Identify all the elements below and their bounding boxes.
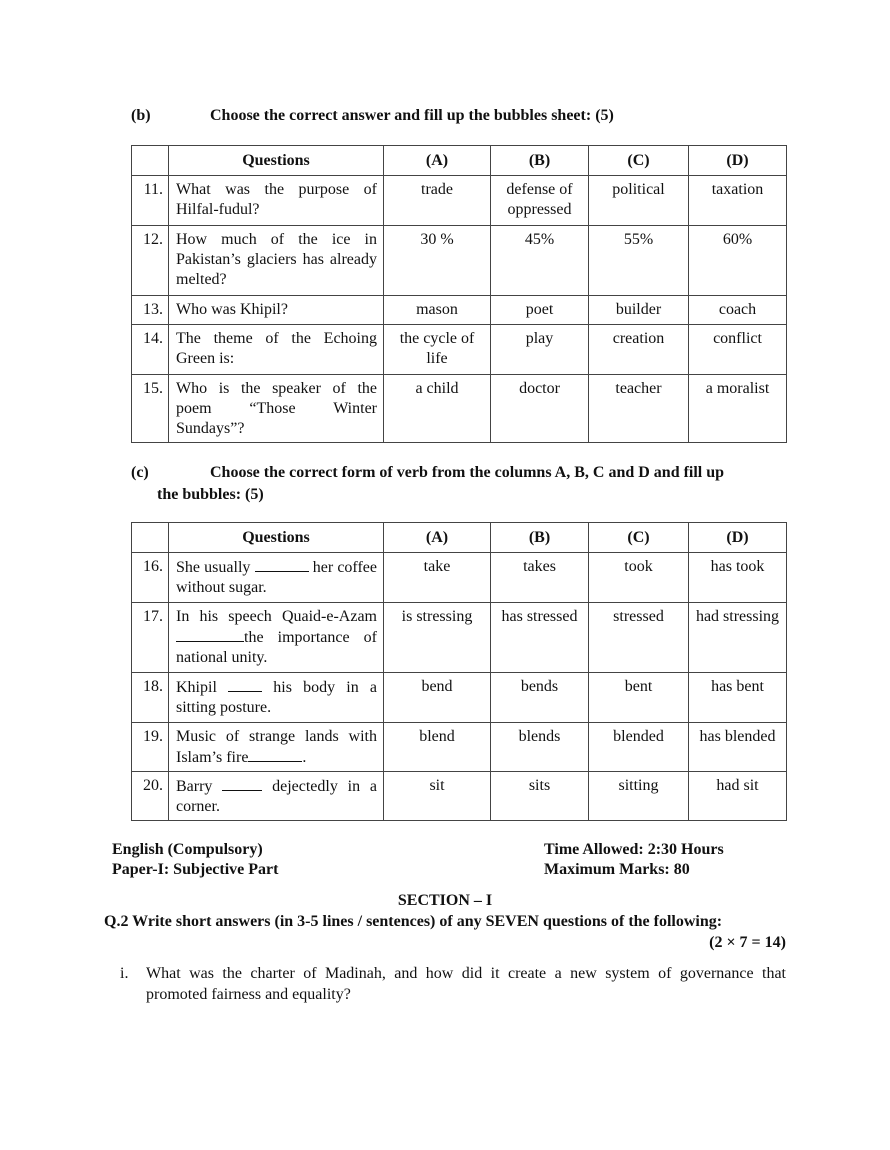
- option-b: has stressed: [491, 603, 589, 673]
- question-text: [169, 673, 384, 723]
- option-d: has took: [689, 553, 787, 603]
- fill-blank: [228, 677, 262, 692]
- item-text-line2: promoted fairness and equality?: [146, 986, 351, 1003]
- option-a: sit: [384, 772, 491, 821]
- option-d: had stressing: [689, 603, 787, 673]
- option-b: poet: [491, 296, 589, 325]
- option-a: blend: [384, 723, 491, 772]
- question-number: 12.: [132, 226, 169, 296]
- subject-title: English (Compulsory): [112, 841, 263, 858]
- part-b-table: [131, 145, 787, 443]
- fill-blank: [222, 776, 262, 791]
- q2-marks: (2 × 7 = 14): [709, 934, 786, 951]
- part-b-label: (b): [131, 107, 151, 124]
- header-num: [132, 146, 169, 176]
- option-a: trade: [384, 176, 491, 226]
- question-text-start: Barry: [176, 778, 213, 795]
- paper-title: Paper-I: Subjective Part: [112, 861, 279, 878]
- header-questions: Questions: [169, 146, 384, 176]
- question-number: 15.: [132, 375, 169, 443]
- question-number: 14.: [132, 325, 169, 375]
- header-a: (A): [384, 523, 491, 553]
- header-b: (B): [491, 146, 589, 176]
- table-row: [132, 553, 787, 603]
- table-row: [132, 603, 787, 673]
- question-text: [169, 603, 384, 673]
- header-c: (C): [589, 146, 689, 176]
- option-a: is stressing: [384, 603, 491, 673]
- table-row: [132, 723, 787, 772]
- part-c-label: (c): [131, 464, 149, 481]
- option-c: blended: [589, 723, 689, 772]
- part-c-instruction-line1: Choose the correct form of verb from the columns A, B, C and D and fill up: [210, 464, 725, 481]
- question-text-end: her coffee without sugar.: [176, 559, 378, 596]
- header-num: [132, 523, 169, 553]
- item-text-line1: What was the charter of Madinah, and how did it create a new system of governance that: [146, 965, 786, 982]
- option-c: sitting: [589, 772, 689, 821]
- table-row: [132, 375, 787, 443]
- question-text-start: In his speech Quaid-e-Azam: [176, 608, 377, 625]
- maximum-marks: Maximum Marks: 80: [544, 861, 690, 878]
- question-number: 13.: [132, 296, 169, 325]
- question-text-start: Music of strange lands with Islam’s fire: [176, 728, 377, 766]
- time-allowed: Time Allowed: 2:30 Hours: [544, 841, 724, 858]
- table-header-row: [132, 146, 787, 176]
- header-a: (A): [384, 146, 491, 176]
- question-text: Who was Khipil?: [169, 296, 384, 325]
- option-c: stressed: [589, 603, 689, 673]
- question-text: [169, 723, 384, 772]
- option-c: bent: [589, 673, 689, 723]
- option-d: has blended: [689, 723, 787, 772]
- table-header-row: [132, 523, 787, 553]
- option-d: a moralist: [689, 375, 787, 443]
- option-a: 30 %: [384, 226, 491, 296]
- option-a: a child: [384, 375, 491, 443]
- option-b: sits: [491, 772, 589, 821]
- table-row: [132, 176, 787, 226]
- option-d: taxation: [689, 176, 787, 226]
- header-c: (C): [589, 523, 689, 553]
- table-row: [132, 772, 787, 821]
- option-b: blends: [491, 723, 589, 772]
- paper-info-right: [544, 840, 724, 880]
- question-text: What was the purpose of Hilfal-fudul?: [169, 176, 384, 226]
- question-text: The theme of the Echoing Green is:: [169, 325, 384, 375]
- part-c-table: [131, 522, 787, 821]
- part-b-heading: [131, 105, 614, 127]
- question-text-end: his body in a sitting posture.: [176, 679, 378, 716]
- option-d: coach: [689, 296, 787, 325]
- question-number: 20.: [132, 772, 169, 821]
- table-row: [132, 226, 787, 296]
- option-c: creation: [589, 325, 689, 375]
- question-number: 17.: [132, 603, 169, 673]
- question-number: 19.: [132, 723, 169, 772]
- fill-blank: [255, 557, 309, 572]
- question-number: 18.: [132, 673, 169, 723]
- option-c: 55%: [589, 226, 689, 296]
- question-text: [169, 772, 384, 821]
- option-d: had sit: [689, 772, 787, 821]
- section-title: SECTION – I: [397, 892, 493, 909]
- header-d: (D): [689, 523, 787, 553]
- option-c: political: [589, 176, 689, 226]
- option-b: bends: [491, 673, 589, 723]
- option-d: 60%: [689, 226, 787, 296]
- paper-info-left: [112, 840, 278, 880]
- option-d: has bent: [689, 673, 787, 723]
- question-number: 11.: [132, 176, 169, 226]
- part-c-instruction-line2: the bubbles: (5): [157, 486, 264, 503]
- question-text: Who is the speaker of the poem “Those Winter Sundays”?: [169, 375, 384, 443]
- question-text: How much of the ice in Pakistan’s glaciers has already melted?: [169, 226, 384, 296]
- item-number: i.: [120, 965, 129, 982]
- option-b: play: [491, 325, 589, 375]
- short-question-item: [120, 963, 786, 1005]
- option-c: took: [589, 553, 689, 603]
- question-text-end: .: [302, 749, 307, 766]
- part-c-heading: [131, 462, 787, 506]
- q2-instruction: Q.2 Write short answers (in 3-5 lines / sentences) of any SEVEN questions of the following:: [104, 913, 723, 930]
- header-b: (B): [491, 523, 589, 553]
- fill-blank: [248, 747, 302, 762]
- question-text-end: dejectedly in a corner.: [176, 778, 378, 815]
- header-questions: Questions: [169, 523, 384, 553]
- table-row: [132, 325, 787, 375]
- option-b: doctor: [491, 375, 589, 443]
- option-a: mason: [384, 296, 491, 325]
- part-b-instruction: Choose the correct answer and fill up the bubbles sheet: (5): [210, 107, 614, 124]
- question-number: 16.: [132, 553, 169, 603]
- option-d: conflict: [689, 325, 787, 375]
- question-text-start: Khipil: [176, 679, 217, 696]
- option-c: teacher: [589, 375, 689, 443]
- option-b: 45%: [491, 226, 589, 296]
- table-row: [132, 296, 787, 325]
- option-a: bend: [384, 673, 491, 723]
- table-row: [132, 673, 787, 723]
- fill-blank: [176, 627, 244, 642]
- option-c: builder: [589, 296, 689, 325]
- option-a: the cycle of life: [384, 325, 491, 375]
- option-b: defense of oppressed: [491, 176, 589, 226]
- option-a: take: [384, 553, 491, 603]
- question-text-start: She usually: [176, 559, 251, 576]
- header-d: (D): [689, 146, 787, 176]
- option-b: takes: [491, 553, 589, 603]
- question-text: [169, 553, 384, 603]
- question-text-end: the importance of national unity.: [176, 629, 377, 666]
